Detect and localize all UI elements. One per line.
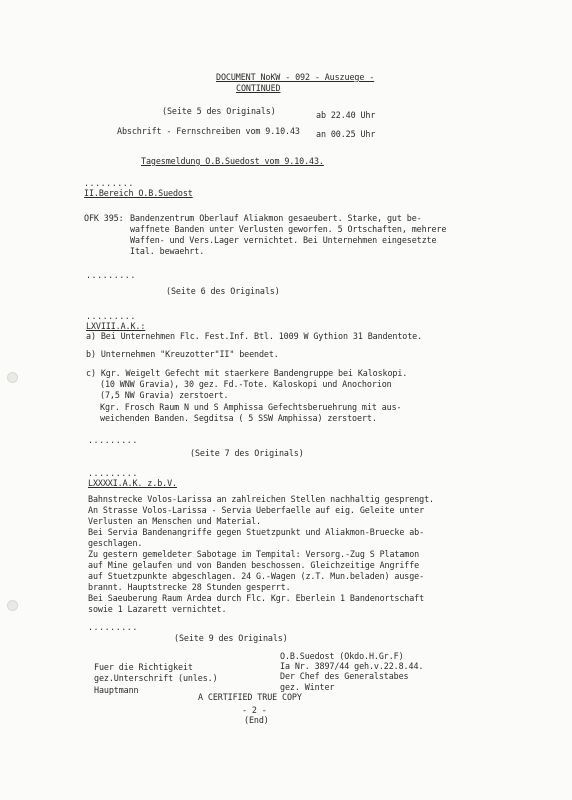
reference-number: Ia Nr. 3897/44 geh.v.22.8.44.: [280, 661, 424, 671]
original-page-ref: (Seite 7 des Originals): [190, 448, 304, 458]
chief-of-staff: Der Chef des Generalstabes: [280, 671, 409, 681]
report-title: Tagesmeldung O.B.Suedost vom 9.10.43.: [141, 156, 324, 166]
punch-hole: [7, 372, 18, 383]
signature-line: gez.Unterschrift (unles.): [94, 673, 218, 683]
omission-dots: .........: [88, 622, 138, 632]
omission-dots: .........: [88, 468, 138, 478]
time-from: ab 22.40 Uhr: [316, 110, 376, 120]
text-line: sowie 1 Lazarett vernichtet.: [88, 604, 227, 614]
section-heading: LXXXXI.A.K. z.b.V.: [88, 478, 177, 488]
text-line: weichenden Banden. Segditsa ( 5 SSW Amphissa) zerstoert.: [100, 413, 377, 423]
text-line: (7,5 NW Gravia) zerstoert.: [100, 390, 229, 400]
text-line: brannt. Hauptstrecke 28 Stunden gesperrt.: [88, 582, 291, 592]
omission-dots: .........: [88, 435, 138, 445]
text-line: Verlusten an Menschen und Material.: [88, 516, 261, 526]
text-line: Bahnstrecke Volos-Larissa an zahlreichen Stellen nachhaltig gesprengt.: [88, 494, 434, 504]
text-line: Zu gestern gemeldeter Sabotage im Tempital: Versorg.-Zug S Platamon: [88, 549, 420, 559]
text-line: An Strasse Volos-Larissa - Servia Ueberfaelle auf eig. Geleite unter: [88, 505, 425, 515]
copy-line: Abschrift - Fernschreiben vom 9.10.43: [117, 126, 300, 136]
signatory: gez. Winter: [280, 682, 335, 692]
text-line: b) Unternehmen "Kreuzotter"II" beendet.: [86, 349, 279, 359]
continued-label: CONTINUED: [236, 83, 281, 93]
text-line: waffnete Banden unter Verlusten geworfen. 5 Ortschaften, mehrere: [130, 224, 447, 234]
text-line: auf Stuetzpunkte abgeschlagen. 24 G.-Wagen (z.T. Mun.beladen) ausge-: [88, 571, 425, 581]
attestation: Fuer die Richtigkeit: [94, 662, 193, 672]
text-line: auf Mine gelaufen und von Banden beschossen. Gleichzeitige Angriffe: [88, 560, 420, 570]
rank: Hauptmann: [94, 685, 139, 695]
text-line: Bei Servia Bandenangriffe gegen Stuetzpunkt und Aliakmon-Bruecke ab-: [88, 527, 425, 537]
text-line: Ital. bewaehrt.: [130, 246, 205, 256]
document-id: DOCUMENT NoKW - 092 - Auszuege -: [216, 72, 375, 82]
original-page-ref: (Seite 6 des Originals): [166, 286, 280, 296]
text-line: c) Kgr. Weigelt Gefecht mit staerkere Bandengruppe bei Kaloskopi.: [86, 368, 408, 378]
text-line: (10 WNW Gravia), 30 gez. Fd.-Tote. Kaloskopi und Anochorion: [100, 379, 392, 389]
section-heading: II.Bereich O.B.Suedost: [84, 188, 193, 198]
original-page-ref: (Seite 5 des Originals): [162, 106, 276, 116]
punch-hole: [7, 600, 18, 611]
omission-dots: .........: [86, 311, 136, 321]
text-line: Bei Saeuberung Raum Ardea durch Flc. Kgr. Eberlein 1 Bandenortschaft: [88, 593, 425, 603]
certification: A CERTIFIED TRUE COPY: [198, 692, 302, 702]
page-number: - 2 -: [242, 705, 267, 715]
command-line: O.B.Suedost (Okdo.H.Gr.F): [280, 651, 404, 661]
omission-dots: .........: [84, 178, 134, 188]
time-to: an 00.25 Uhr: [316, 129, 376, 139]
text-line: Bandenzentrum Oberlauf Aliakmon gesaeubert. Starke, gut be-: [130, 213, 422, 223]
end-marker: (End): [244, 715, 269, 725]
text-line: geschlagen.: [88, 538, 143, 548]
text-line: Kgr. Frosch Raum N und S Amphissa Gefechtsberuehrung mit aus-: [100, 402, 402, 412]
original-page-ref: (Seite 9 des Originals): [174, 633, 288, 643]
unit-label: OFK 395:: [84, 213, 124, 223]
text-line: Waffen- und Vers.Lager vernichtet. Bei Unternehmen eingesetzte: [130, 235, 437, 245]
section-heading: LXVIII.A.K.:: [86, 321, 146, 331]
omission-dots: .........: [86, 270, 136, 280]
text-line: a) Bei Unternehmen Flc. Fest.Inf. Btl. 1009 W Gythion 31 Bandentote.: [86, 331, 423, 341]
